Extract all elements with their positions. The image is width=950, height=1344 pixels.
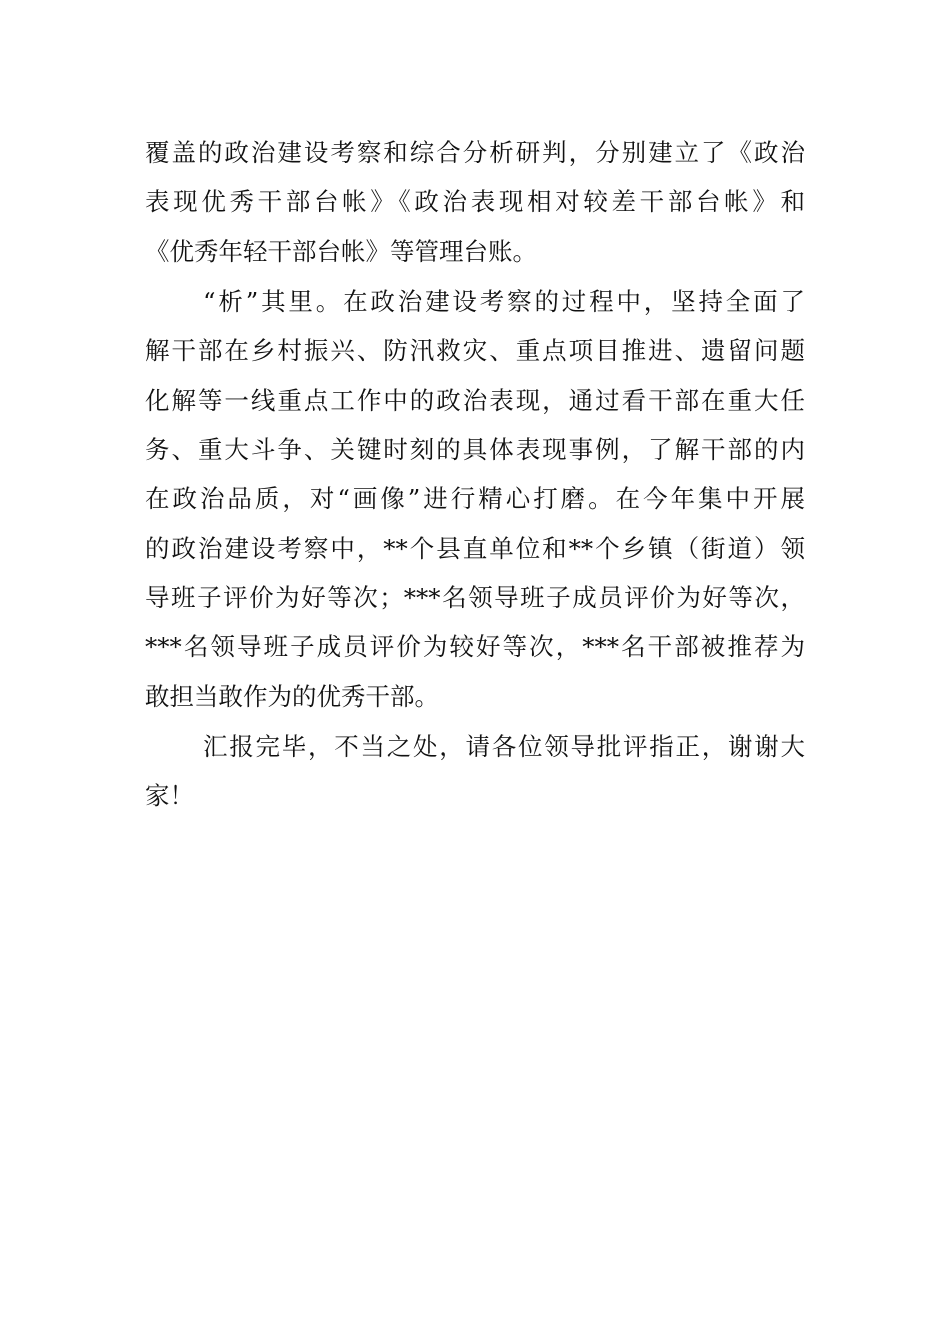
text-line-13: 汇报完毕，不当之处，请各位领导批评指正，谢谢大 bbox=[203, 732, 805, 761]
text-line-4: “析”其里。在政治建设考察的过程中，坚持全面了 bbox=[203, 287, 805, 316]
text-line-2: 表现优秀干部台帐》《政治表现相对较差干部台帐》和 bbox=[145, 187, 805, 216]
text-line-11: ***名领导班子成员评价为较好等次，***名干部被推荐为 bbox=[145, 632, 805, 661]
text-line-6: 化解等一线重点工作中的政治表现，通过看干部在重大任 bbox=[145, 386, 805, 415]
text-line-1: 覆盖的政治建设考察和综合分析研判，分别建立了《政治 bbox=[145, 138, 805, 167]
text-line-7: 务、重大斗争、关键时刻的具体表现事例，了解干部的内 bbox=[145, 435, 805, 464]
text-line-3: 《优秀年轻干部台帐》等管理台账。 bbox=[145, 237, 537, 266]
text-line-12: 敢担当敢作为的优秀干部。 bbox=[145, 682, 439, 711]
text-line-14: 家！ bbox=[145, 781, 194, 810]
text-line-8: 在政治品质，对“画像”进行精心打磨。在今年集中开展 bbox=[145, 484, 805, 513]
text-line-9: 的政治建设考察中，**个县直单位和**个乡镇（街道）领 bbox=[145, 534, 805, 563]
text-line-10: 导班子评价为好等次；***名领导班子成员评价为好等次， bbox=[145, 583, 805, 612]
text-line-5: 解干部在乡村振兴、防汛救灾、重点项目推进、遗留问题 bbox=[145, 336, 805, 365]
